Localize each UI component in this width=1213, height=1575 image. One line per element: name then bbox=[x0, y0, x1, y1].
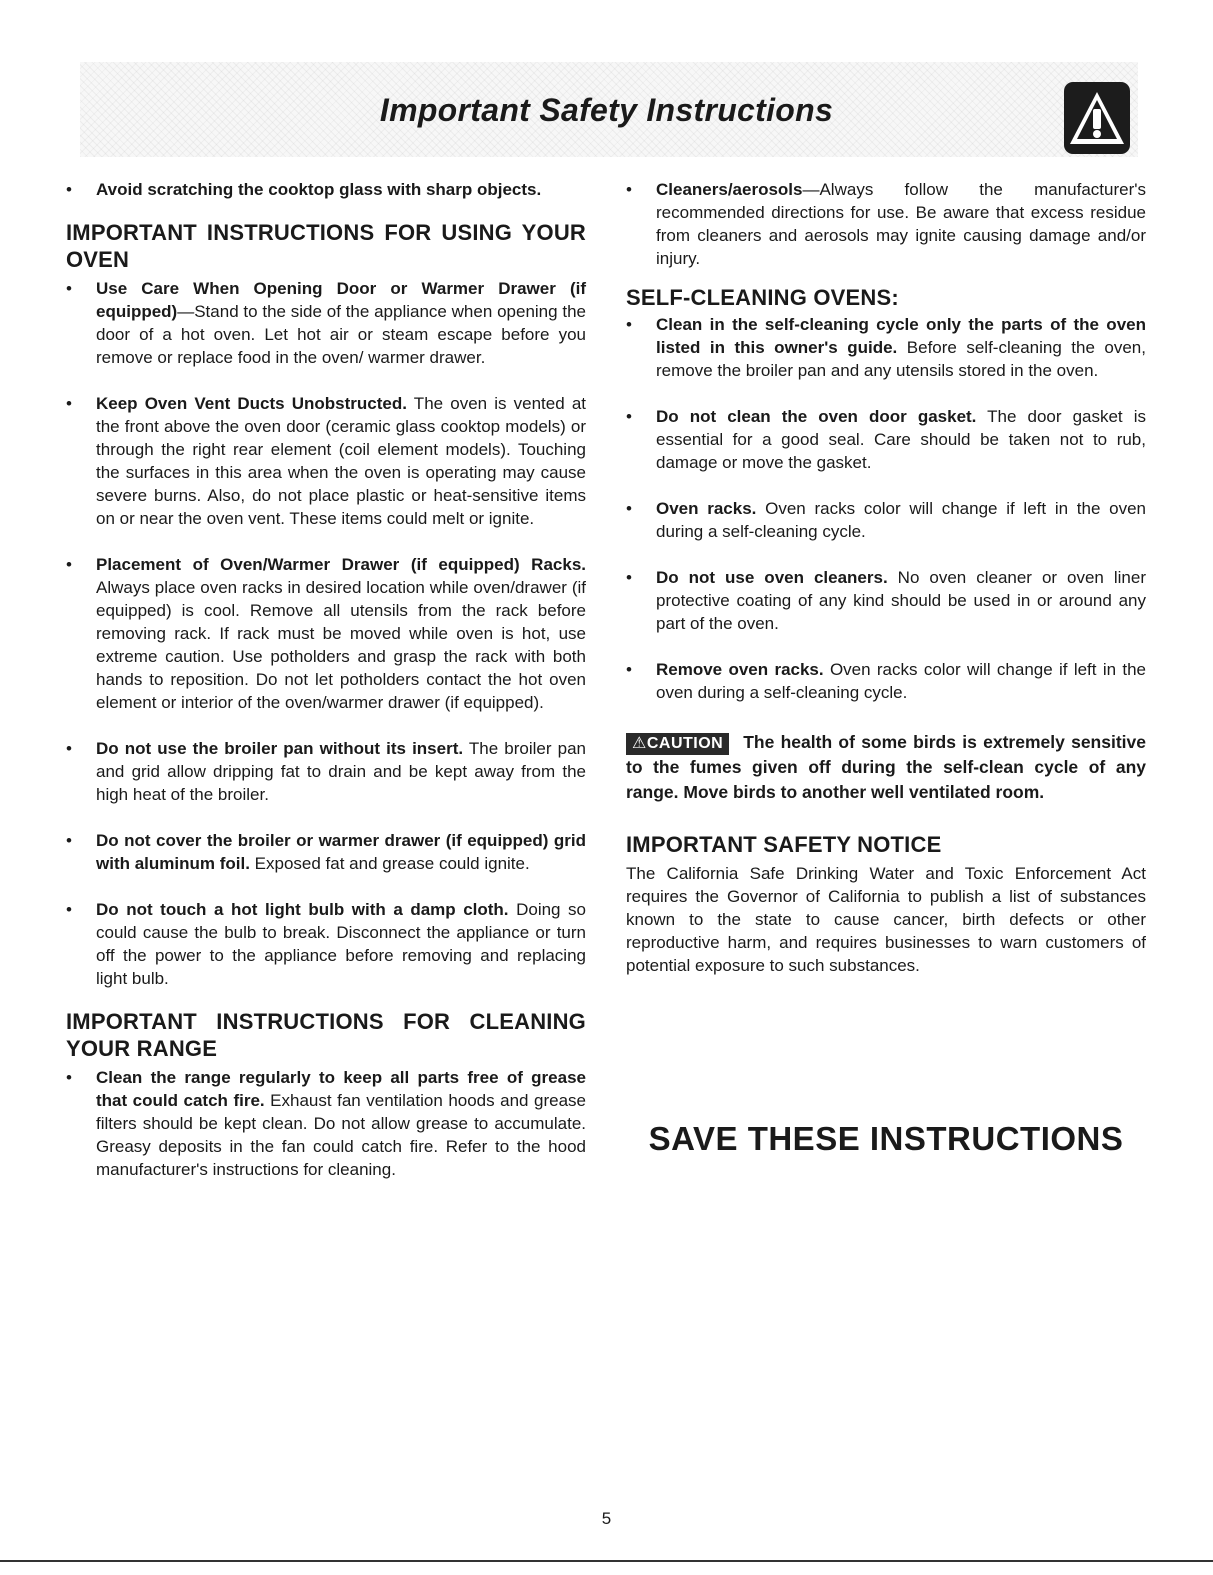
item-text: Exhaust fan ventilation hoods and grease filters should be kept clean. Do not allow grease to accumulate. Greasy deposits in the fan could catch fire. Refer to the hood manufacturer's instructions for cleaning. bbox=[96, 1091, 587, 1179]
section-heading-cleaning-range: IMPORTANT INSTRUCTIONS FOR CLEANING YOUR RANGE bbox=[66, 1009, 586, 1061]
section-heading-using-oven: IMPORTANT INSTRUCTIONS FOR USING YOUR OVEN bbox=[66, 220, 586, 272]
item-text: Always place oven racks in desired location while oven/drawer (if equipped) is cool. Remove all utensils from the rack before removing rack. If rack must be moved while oven is hot, use extreme caution. Use potholders and grasp the rack with both hands to reposition. Do not let potholders contact the hot oven element or interior of the oven/warmer drawer (if equipped). bbox=[96, 578, 586, 712]
item-bold: Do not use the broiler pan without its insert. bbox=[96, 739, 464, 758]
list-item bbox=[66, 553, 586, 714]
footer-rule bbox=[0, 1560, 1213, 1562]
item-text: Avoid scratching the cooktop glass with sharp objects. bbox=[96, 180, 542, 199]
item-text: Oven racks color will change if left in the oven during a self-cleaning cycle. bbox=[656, 660, 1147, 702]
item-bold: Cleaners/aerosols bbox=[656, 180, 803, 199]
item-bold: Placement of Oven/Warmer Drawer (if equipped) Racks. bbox=[96, 555, 586, 574]
list-item bbox=[66, 178, 586, 201]
item-text: Before self-cleaning the oven, remove the broiler pan and any utensils stored in the oven. bbox=[656, 338, 1146, 380]
item-bold: Use Care When Opening Door or Warmer Drawer (if equipped) bbox=[96, 279, 586, 321]
list-item bbox=[66, 392, 586, 530]
list-item bbox=[66, 1066, 586, 1181]
caution-badge: ⚠CAUTION bbox=[626, 733, 729, 755]
bullet-icon: • bbox=[66, 831, 72, 850]
item-bold: Clean the range regularly to keep all parts free of grease that could catch fire. bbox=[96, 1068, 586, 1110]
bullet-icon: • bbox=[66, 180, 72, 199]
item-text: Doing so could cause the bulb to break. Disconnect the appliance or turn off the power to the appliance before removing and replacing light bulb. bbox=[96, 900, 587, 988]
list-item bbox=[66, 829, 586, 875]
left-column bbox=[66, 178, 586, 1204]
bullet-icon: • bbox=[626, 180, 632, 199]
bullet-icon: • bbox=[626, 568, 632, 587]
save-instructions-heading: SAVE THESE INSTRUCTIONS bbox=[648, 1120, 1124, 1157]
caution-text: The health of some birds is extremely sensitive to the fumes given off during the self-clean cycle of any range. Move birds to another well ventilated room. bbox=[626, 732, 1146, 802]
list-item bbox=[626, 497, 1146, 543]
list-item bbox=[626, 178, 1146, 270]
item-text: Exposed fat and grease could ignite. bbox=[249, 854, 530, 873]
item-bold: Do not touch a hot light bulb with a damp cloth. bbox=[96, 900, 509, 919]
bullet-icon: • bbox=[66, 394, 72, 413]
item-text: The oven is vented at the front above the oven door (ceramic glass cooktop models) or through the right rear element (coil element models). Touching the surfaces in this area when the oven is operating may cause severe burns. Also, do not place plastic or heat-sensitive items on or near the oven vent. These items could melt or ignite. bbox=[96, 394, 586, 528]
bullet-icon: • bbox=[626, 660, 632, 679]
item-bold: Remove oven racks. bbox=[656, 660, 824, 679]
list-item bbox=[626, 405, 1146, 474]
warning-triangle-icon bbox=[1064, 82, 1130, 154]
bullet-icon: • bbox=[626, 407, 632, 426]
item-bold: Do not clean the oven door gasket. bbox=[656, 407, 977, 426]
bullet-icon: • bbox=[626, 315, 632, 334]
item-bold: Do not cover the broiler or warmer drawer (if equipped) grid with aluminum foil. bbox=[96, 831, 586, 873]
page-number: 5 bbox=[601, 1509, 612, 1528]
section-heading-self-cleaning: SELF-CLEANING OVENS: bbox=[626, 285, 899, 310]
bullet-icon: • bbox=[66, 279, 72, 298]
bullet-icon: • bbox=[66, 739, 72, 758]
item-bold: Clean in the self-cleaning cycle only the parts of the oven listed in this owner's guide. bbox=[656, 315, 1146, 357]
right-column bbox=[626, 178, 1146, 977]
item-text: Oven racks color will change if left in the oven during a self-cleaning cycle. bbox=[656, 499, 1146, 541]
page-title: Important Safety Instructions bbox=[379, 92, 834, 128]
bullet-icon: • bbox=[626, 499, 632, 518]
bullet-icon: • bbox=[66, 900, 72, 919]
list-item bbox=[66, 737, 586, 806]
item-text: The door gasket is essential for a good seal. Care should be taken not to rub, damage or move the gasket. bbox=[656, 407, 1146, 472]
list-item bbox=[66, 898, 586, 990]
list-item bbox=[626, 566, 1146, 635]
bullet-icon: • bbox=[66, 1068, 72, 1087]
item-bold: Keep Oven Vent Ducts Unobstructed. bbox=[96, 394, 407, 413]
item-text: —Stand to the side of the appliance when opening the door of a hot oven. Let hot air or steam escape before you remove or replace food in the oven/ warmer drawer. bbox=[96, 302, 586, 367]
list-item bbox=[626, 313, 1146, 382]
caution-notice bbox=[626, 730, 1146, 805]
item-text: No oven cleaner or oven liner protective coating of any kind should be used in or around any part of the oven. bbox=[656, 568, 1146, 633]
item-bold: Do not use oven cleaners. bbox=[656, 568, 888, 587]
item-text: The broiler pan and grid allow dripping fat to drain and be kept away from the high heat of the broiler. bbox=[96, 739, 586, 804]
list-item bbox=[626, 658, 1146, 704]
list-item bbox=[66, 277, 586, 369]
bullet-icon: • bbox=[66, 555, 72, 574]
item-bold: Oven racks. bbox=[656, 499, 757, 518]
section-heading-safety-notice: IMPORTANT SAFETY NOTICE bbox=[626, 832, 942, 857]
safety-notice-text: The California Safe Drinking Water and Toxic Enforcement Act requires the Governor of California to publish a list of substances known to the state to cause cancer, birth defects or other reproductive harm, and requires businesses to warn customers of potential exposure to such substances. bbox=[626, 864, 1146, 975]
item-text: —Always follow the manufacturer's recommended directions for use. Be aware that excess residue from cleaners and aerosols may ignite causing damage and/or injury. bbox=[656, 180, 1146, 268]
